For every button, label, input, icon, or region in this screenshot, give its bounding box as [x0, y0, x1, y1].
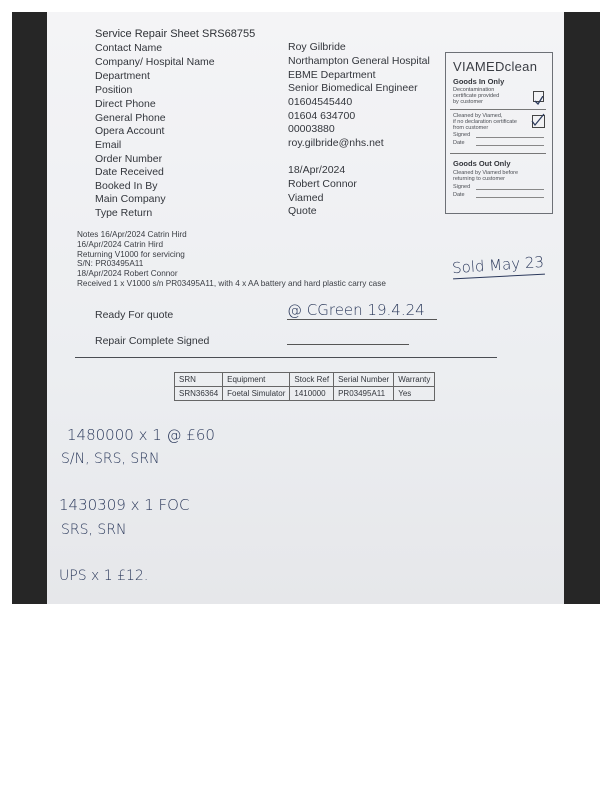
ready-line	[287, 319, 437, 320]
signed-line	[476, 137, 544, 138]
goods-out-line: Cleaned by Viamed before	[453, 170, 519, 176]
date-line	[476, 197, 544, 198]
handwritten-line: SRS, SRN	[61, 522, 127, 538]
signed-line	[476, 189, 544, 190]
ready-for-quote-label: Ready For quote	[95, 309, 174, 321]
date-line	[476, 145, 544, 146]
field-label: Position	[95, 84, 133, 96]
field-label: Contact Name	[95, 42, 163, 54]
divider	[450, 153, 546, 154]
field-label: Type Return	[95, 207, 153, 219]
handwritten-line: UPS x 1 £12.	[59, 568, 149, 584]
direct-phone-value: 01604545440	[288, 96, 353, 108]
divider	[450, 109, 546, 110]
general-phone-value: 01604 634700	[288, 110, 356, 122]
goods-in-line: Decontamination	[453, 87, 495, 93]
cleaned-line: if no declaration certificate	[453, 119, 517, 125]
table-cell: Foetal Simulator	[223, 387, 290, 401]
check-mark-icon	[531, 113, 545, 127]
handwritten-line: S/N, SRS, SRN	[61, 451, 160, 467]
table-cell: SRN36364	[175, 387, 223, 401]
date-label: Date	[453, 192, 465, 198]
goods-out-line: returning to customer	[453, 176, 505, 182]
booked-in-by-value: Robert Connor	[288, 178, 357, 190]
table-header-cell: SRN	[175, 373, 223, 387]
field-label: Company/ Hospital Name	[95, 56, 215, 68]
hospital-name-value: Northampton General Hospital	[288, 55, 430, 67]
table-header-cell: Equipment	[223, 373, 290, 387]
table-cell: Yes	[394, 387, 435, 401]
table-header-cell: Stock Ref	[290, 373, 334, 387]
table-header-cell: Warranty	[394, 373, 435, 387]
cleaned-line: from customer	[453, 125, 489, 131]
repair-complete-line	[287, 344, 409, 345]
note-line: Received 1 x V1000 s/n PR03495A11, with 4 x AA battery and hard plastic carry case	[77, 278, 386, 288]
table-header-row	[175, 373, 435, 387]
section-divider	[75, 357, 497, 358]
main-company-value: Viamed	[288, 192, 324, 204]
note-line: Notes 16/Apr/2024 Catrin Hird	[77, 230, 187, 239]
ready-for-quote-handwriting: @ CGreen 19.4.24	[287, 301, 425, 319]
field-label: Direct Phone	[95, 98, 156, 110]
viamed-clean-box	[445, 52, 553, 214]
notes-block	[77, 230, 386, 289]
field-label: Opera Account	[95, 125, 165, 137]
date-received-value: 18/Apr/2024	[288, 164, 346, 176]
goods-in-line: by customer	[453, 99, 483, 105]
field-label: Department	[95, 70, 150, 82]
note-line: S/N: PR03495A11	[77, 259, 144, 269]
table-cell: PR03495A11	[334, 387, 394, 401]
email-value: roy.gilbride@nhs.net	[288, 137, 384, 149]
opera-account-value: 00003880	[288, 123, 335, 135]
field-label: Date Received	[95, 166, 164, 178]
note-line: 16/Apr/2024 Catrin Hird	[77, 239, 164, 249]
service-repair-sheet	[47, 12, 564, 604]
signed-label: Signed	[453, 184, 471, 190]
department-value: EBME Department	[288, 69, 376, 81]
equipment-table	[174, 372, 435, 401]
field-label: Main Company	[95, 193, 166, 205]
position-value: Senior Biomedical Engineer	[288, 82, 418, 94]
sold-handwriting: Sold May 23	[451, 252, 545, 278]
contact-name-value: Roy Gilbride	[288, 41, 346, 53]
repair-complete-label: Repair Complete Signed	[95, 335, 210, 347]
field-label: Email	[95, 139, 122, 151]
table-cell: 1410000	[290, 387, 334, 401]
table-header-cell: Serial Number	[334, 373, 394, 387]
note-line: Returning V1000 for servicing	[77, 249, 185, 259]
decontamination-checkbox	[533, 91, 544, 102]
signed-label: Signed	[453, 132, 471, 138]
check-mark-icon	[534, 96, 543, 105]
table-row	[175, 387, 435, 401]
field-label: Order Number	[95, 153, 163, 165]
cleaned-checkbox	[532, 115, 545, 128]
goods-in-line: certificate provided	[453, 93, 500, 99]
field-label: Booked In By	[95, 180, 158, 192]
field-label: General Phone	[95, 112, 166, 124]
sheet-title: Service Repair Sheet SRS68755	[95, 28, 256, 40]
cleaned-line: Cleaned by Viamed,	[453, 113, 503, 119]
photo-frame	[12, 12, 600, 604]
type-return-value: Quote	[288, 205, 317, 217]
handwritten-line: 1430309 x 1 FOC	[59, 496, 190, 514]
goods-in-title: Goods In Only	[453, 77, 505, 86]
handwritten-line: 1480000 x 1 @ £60	[67, 426, 215, 444]
viamed-brand: VIAMEDclean	[453, 59, 538, 74]
goods-out-title: Goods Out Only	[453, 159, 511, 168]
note-line: 18/Apr/2024 Robert Connor	[77, 269, 178, 279]
date-label: Date	[453, 140, 465, 146]
